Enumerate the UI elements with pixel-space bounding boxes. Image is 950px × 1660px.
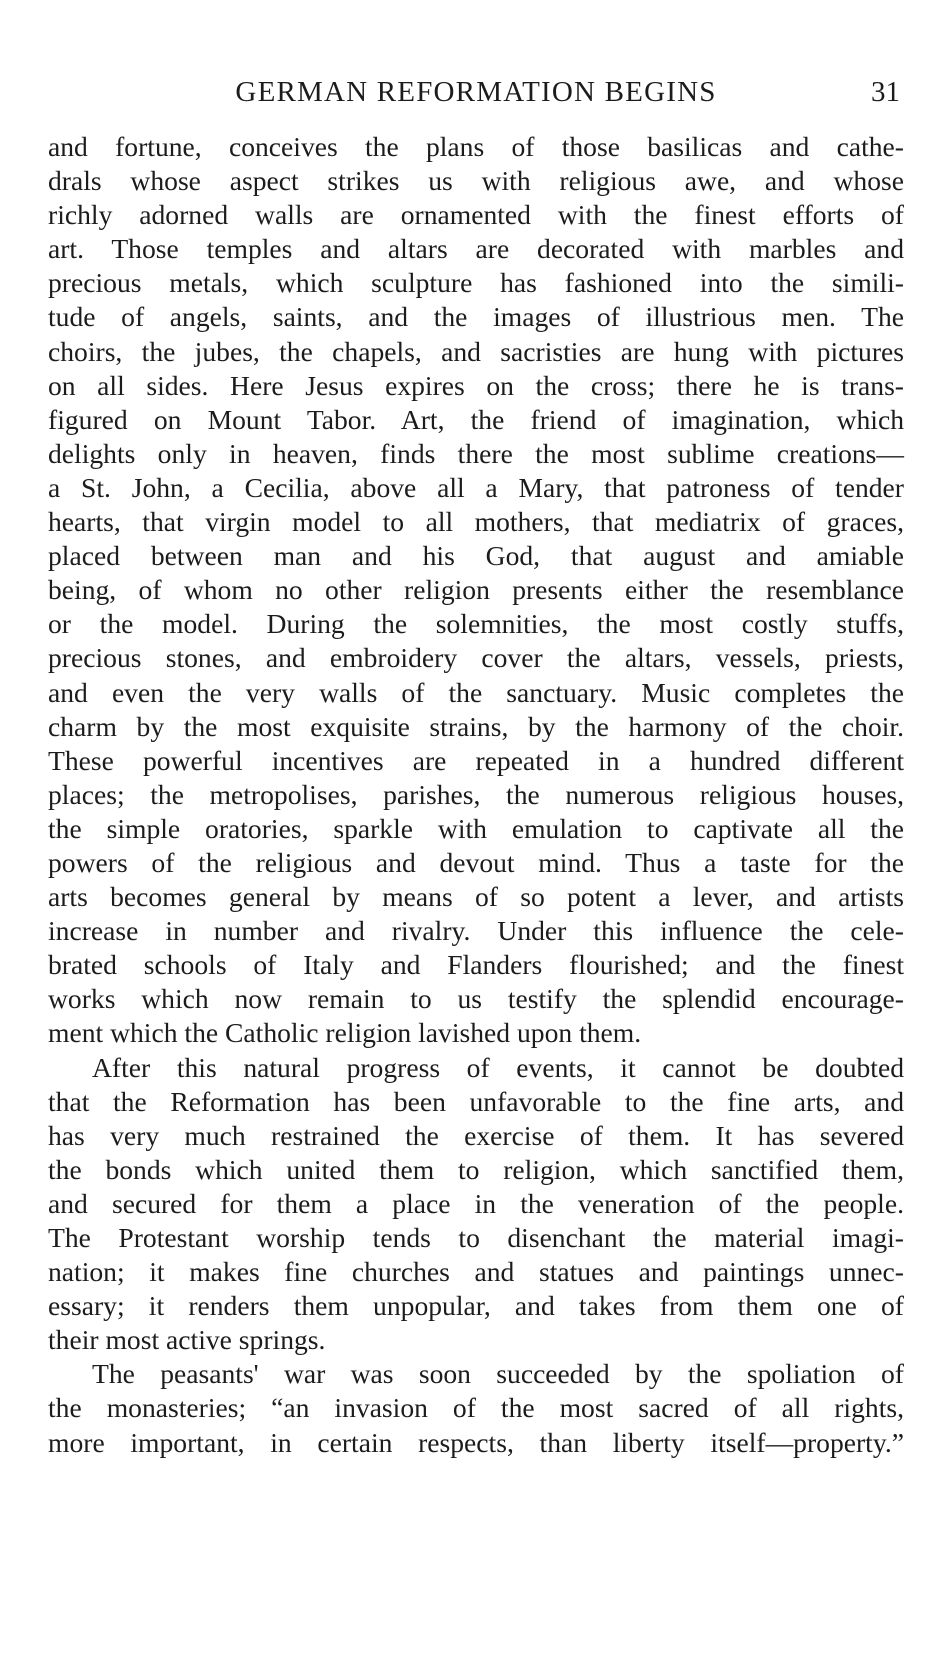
- text-line: increase in number and rivalry. Under this influence the cele-: [48, 915, 904, 947]
- text-line: their most active springs.: [48, 1324, 326, 1356]
- text-line: After this natural progress of events, it cannot be doubted: [92, 1051, 904, 1083]
- text-line: being, of whom no other religion presents either the resemblance: [48, 574, 904, 606]
- text-line: ment which the Catholic religion lavished upon them.: [48, 1017, 642, 1049]
- text-line: places; the metropolises, parishes, the numerous religious houses,: [48, 778, 904, 810]
- text-line: that the Reformation has been unfavorable to the fine arts, and: [48, 1085, 904, 1117]
- text-line: brated schools of Italy and Flanders flourished; and the finest: [48, 949, 904, 981]
- text-line: art. Those temples and altars are decorated with marbles and: [48, 233, 904, 265]
- text-line: precious stones, and embroidery cover the altars, vessels, priests,: [48, 642, 904, 674]
- text-line: and even the very walls of the sanctuary. Music completes the: [48, 676, 904, 708]
- text-line: arts becomes general by means of so potent a lever, and artists: [48, 881, 904, 913]
- text-line: the simple oratories, sparkle with emulation to captivate all the: [48, 812, 904, 844]
- paragraph: [48, 1357, 904, 1459]
- text-line: and secured for them a place in the veneration of the people.: [48, 1187, 904, 1219]
- text-line: precious metals, which sculpture has fashioned into the simili-: [48, 267, 904, 299]
- text-line: hearts, that virgin model to all mothers, that mediatrix of graces,: [48, 506, 904, 538]
- text-line: charm by the most exquisite strains, by the harmony of the choir.: [48, 710, 904, 742]
- text-line: the monasteries; “an invasion of the most sacred of all rights,: [48, 1392, 904, 1424]
- text-line: nation; it makes fine churches and statues and paintings unnec-: [48, 1256, 904, 1288]
- text-line: choirs, the jubes, the chapels, and sacristies are hung with pictures: [48, 335, 904, 367]
- running-title: GERMAN REFORMATION BEGINS: [235, 76, 717, 108]
- page-number: 31: [871, 76, 900, 108]
- text-line: a St. John, a Cecilia, above all a Mary, that patroness of tender: [48, 471, 904, 503]
- text-line: or the model. During the solemnities, the most costly stuffs,: [48, 608, 904, 640]
- text-line: works which now remain to us testify the splendid encourage-: [48, 983, 904, 1015]
- paragraph: [48, 130, 904, 1051]
- text-line: more important, in certain respects, than liberty itself—property.”: [48, 1426, 904, 1458]
- text-line: delights only in heaven, finds there the most sublime creations—: [48, 437, 904, 469]
- text-line: the bonds which united them to religion, which sanctified them,: [48, 1153, 904, 1185]
- text-line: The peasants' war was soon succeeded by the spoliation of: [92, 1358, 904, 1390]
- text-line: richly adorned walls are ornamented with the finest efforts of: [48, 199, 904, 231]
- body-text: [48, 130, 904, 1460]
- text-line: placed between man and his God, that august and amiable: [48, 540, 904, 572]
- text-line: on all sides. Here Jesus expires on the cross; there he is trans-: [48, 369, 904, 401]
- text-line: These powerful incentives are repeated in a hundred different: [48, 744, 904, 776]
- text-line: tude of angels, saints, and the images of illustrious men. The: [48, 301, 904, 333]
- running-head: [48, 72, 904, 112]
- text-line: essary; it renders them unpopular, and takes from them one of: [48, 1290, 904, 1322]
- text-line: The Protestant worship tends to disenchant the material imagi-: [48, 1222, 904, 1253]
- paragraph: [48, 1051, 904, 1358]
- text-line: and fortune, conceives the plans of those basilicas and cathe-: [48, 131, 904, 162]
- text-line: has very much restrained the exercise of them. It has severed: [48, 1119, 904, 1151]
- text-line: powers of the religious and devout mind. Thus a taste for the: [48, 846, 904, 878]
- text-line: drals whose aspect strikes us with religious awe, and whose: [48, 165, 904, 197]
- text-line: figured on Mount Tabor. Art, the friend of imagination, which: [48, 403, 904, 435]
